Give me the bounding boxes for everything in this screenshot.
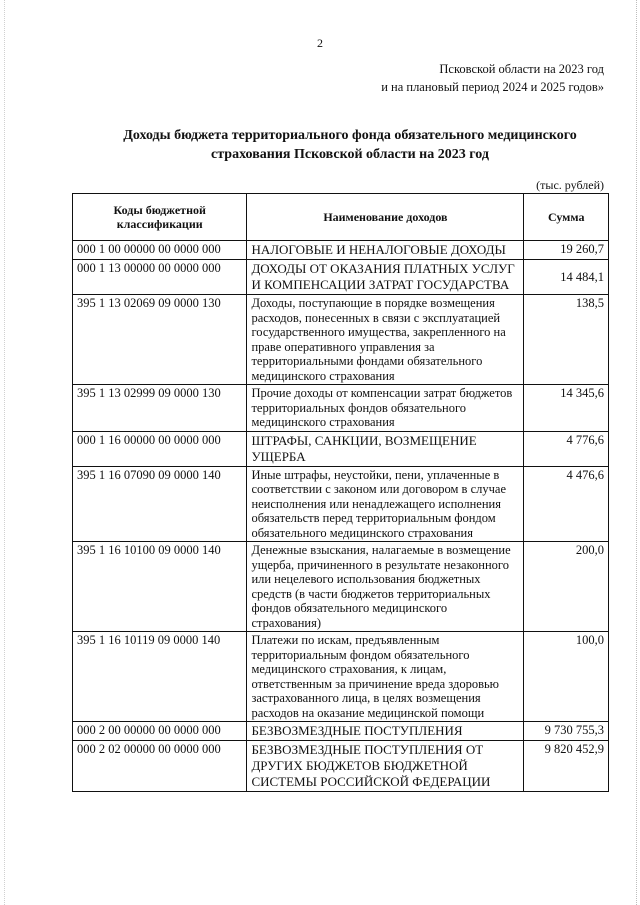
document-header bbox=[381, 60, 604, 96]
table-row bbox=[73, 722, 609, 741]
row-name: Иные штрафы, неустойки, пени, уплаченные в соответствии с законом или договором в случае неисполнения или ненадлежащего исполнения обязательств перед территориальным фондом обязательного медицинского страхования bbox=[247, 466, 524, 542]
row-name: Денежные взыскания, налагаемые в возмещение ущерба, причиненного в результате незаконного или нецелевого использования бюджетных средств (в части бюджетов территориальных фондов обязательного медицинского страхования) bbox=[247, 542, 524, 632]
header-line-2: и на плановый период 2024 и 2025 годов» bbox=[381, 80, 604, 94]
row-sum: 19 260,7 bbox=[524, 241, 609, 260]
title-line-1: Доходы бюджета территориального фонда обязательного медицинского bbox=[123, 128, 577, 143]
row-name: ШТРАФЫ, САНКЦИИ, ВОЗМЕЩЕНИЕ УЩЕРБА bbox=[247, 431, 524, 466]
row-sum: 14 484,1 bbox=[524, 260, 609, 295]
row-code: 000 1 13 00000 00 0000 000 bbox=[73, 260, 247, 295]
page-title bbox=[60, 126, 640, 164]
table-header-row bbox=[73, 194, 609, 241]
row-name: Доходы, поступающие в порядке возмещения расходов, понесенных в связи с эксплуатацией государственного имущества, закрепленного на праве оперативного управления за территориальными фондами обязательного медицинского страхования bbox=[247, 295, 524, 385]
table-row bbox=[73, 260, 609, 295]
row-name: БЕЗВОЗМЕЗДНЫЕ ПОСТУПЛЕНИЯ bbox=[247, 722, 524, 741]
row-sum: 200,0 bbox=[524, 542, 609, 632]
header-sum: Сумма bbox=[524, 194, 609, 241]
row-name: НАЛОГОВЫЕ И НЕНАЛОГОВЫЕ ДОХОДЫ bbox=[247, 241, 524, 260]
page-number: 2 bbox=[317, 36, 323, 50]
scan-edge-left bbox=[4, 0, 6, 905]
row-code: 000 2 00 00000 00 0000 000 bbox=[73, 722, 247, 741]
row-code: 395 1 16 10100 09 0000 140 bbox=[73, 542, 247, 632]
row-code: 395 1 13 02999 09 0000 130 bbox=[73, 385, 247, 432]
row-sum: 4 776,6 bbox=[524, 431, 609, 466]
row-sum: 9 820 452,9 bbox=[524, 741, 609, 792]
row-code: 395 1 16 07090 09 0000 140 bbox=[73, 466, 247, 542]
table-row bbox=[73, 295, 609, 385]
table-row bbox=[73, 632, 609, 722]
row-sum: 100,0 bbox=[524, 632, 609, 722]
row-code: 000 1 16 00000 00 0000 000 bbox=[73, 431, 247, 466]
row-sum: 14 345,6 bbox=[524, 385, 609, 432]
row-code: 395 1 16 10119 09 0000 140 bbox=[73, 632, 247, 722]
units-label: (тыс. рублей) bbox=[536, 178, 604, 192]
row-code: 395 1 13 02069 09 0000 130 bbox=[73, 295, 247, 385]
revenue-table bbox=[72, 193, 609, 792]
table-row bbox=[73, 241, 609, 260]
table-row bbox=[73, 431, 609, 466]
table-row bbox=[73, 542, 609, 632]
row-sum: 138,5 bbox=[524, 295, 609, 385]
row-code: 000 2 02 00000 00 0000 000 bbox=[73, 741, 247, 792]
row-name: ДОХОДЫ ОТ ОКАЗАНИЯ ПЛАТНЫХ УСЛУГ И КОМПЕНСАЦИИ ЗАТРАТ ГОСУДАРСТВА bbox=[247, 260, 524, 295]
table-row bbox=[73, 385, 609, 432]
row-name: Прочие доходы от компенсации затрат бюджетов территориальных фондов обязательного медицинского страхования bbox=[247, 385, 524, 432]
row-sum: 4 476,6 bbox=[524, 466, 609, 542]
row-name: БЕЗВОЗМЕЗДНЫЕ ПОСТУПЛЕНИЯ ОТ ДРУГИХ БЮДЖЕТОВ БЮДЖЕТНОЙ СИСТЕМЫ РОССИЙСКОЙ ФЕДЕРАЦИИ bbox=[247, 741, 524, 792]
row-sum: 9 730 755,3 bbox=[524, 722, 609, 741]
table-row bbox=[73, 741, 609, 792]
header-code: Коды бюджетной классификации bbox=[73, 194, 247, 241]
row-name: Платежи по искам, предъявленным территориальным фондом обязательного медицинского страхования, к лицам, ответственным за причинение вреда здоровью застрахованного лица, в целях возмещения расходов на оказание медицинской помощи bbox=[247, 632, 524, 722]
header-line-1: Псковской области на 2023 год bbox=[439, 62, 604, 76]
row-code: 000 1 00 00000 00 0000 000 bbox=[73, 241, 247, 260]
table-row bbox=[73, 466, 609, 542]
title-line-2: страхования Псковской области на 2023 год bbox=[211, 147, 489, 162]
header-name: Наименование доходов bbox=[247, 194, 524, 241]
